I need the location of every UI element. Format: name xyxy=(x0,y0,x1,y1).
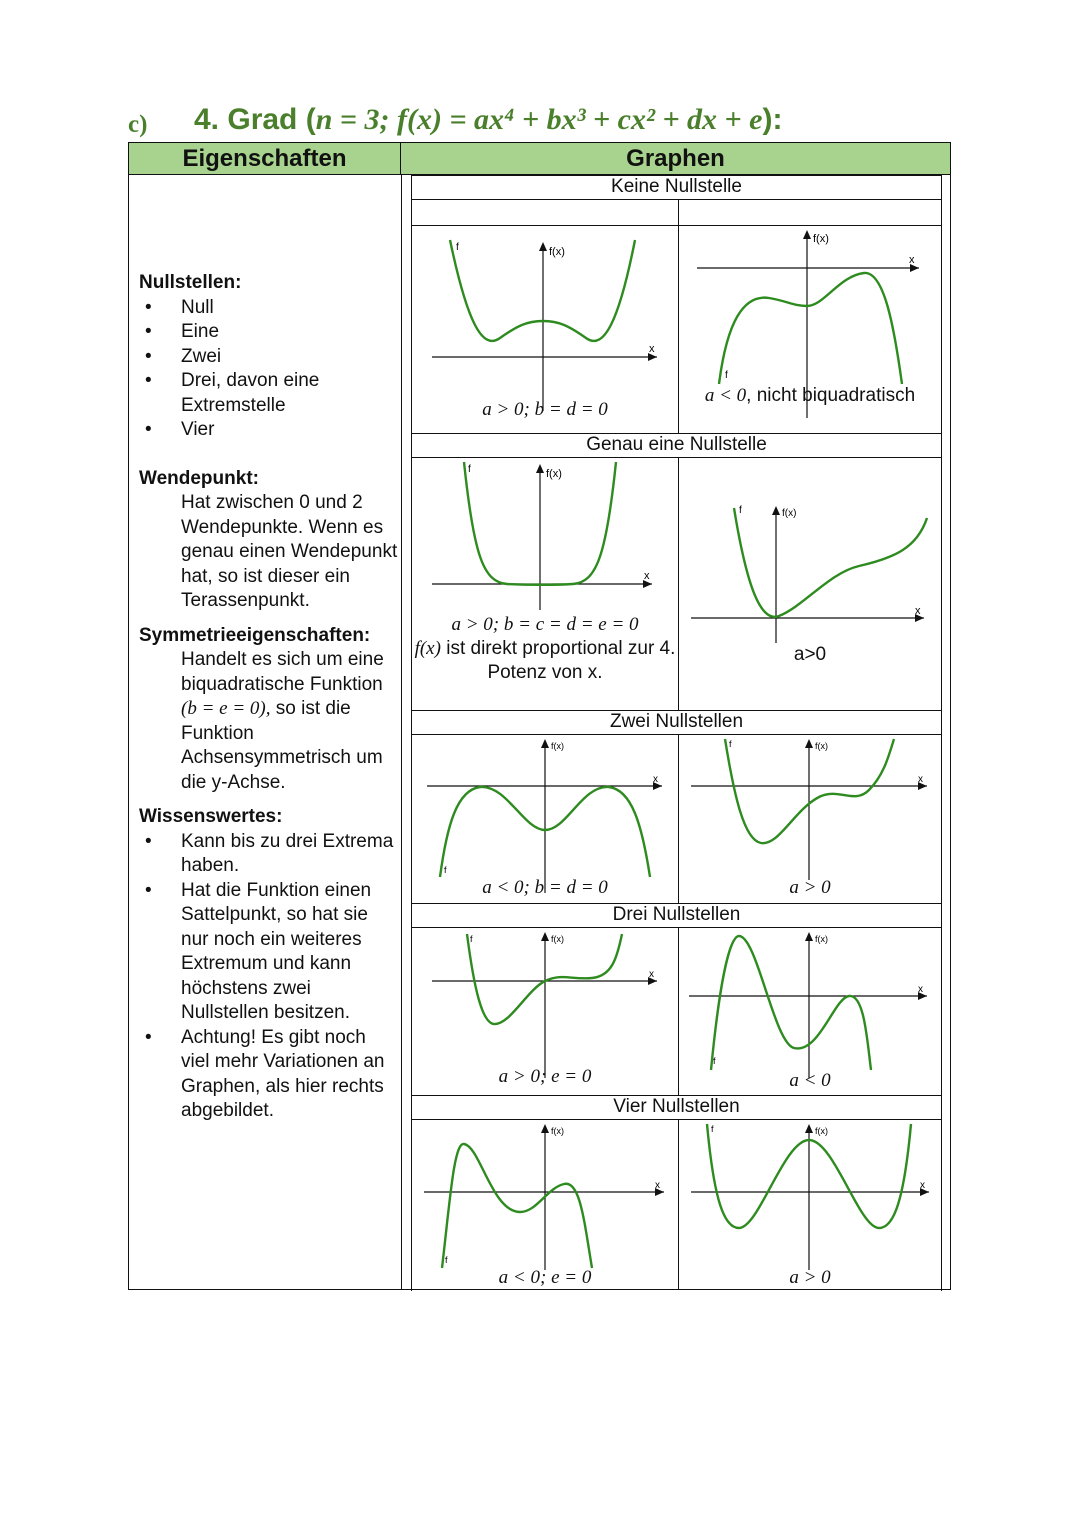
header-eigenschaften: Eigenschaften xyxy=(129,143,401,175)
graph-genau-eine-right xyxy=(679,458,941,710)
curve xyxy=(734,508,927,617)
wissenswertes-list xyxy=(139,830,399,1124)
graph-zwei-left xyxy=(412,735,679,903)
list-item: • Null xyxy=(139,296,399,321)
symmetrie-text: Handelt es sich um eine biquadratische Funktion (b = e = 0), so ist die Funktion Achsensymmetrisch um die y-Achse. xyxy=(181,649,384,793)
fx-label: f(x) xyxy=(551,741,564,751)
curve xyxy=(442,1144,592,1268)
x-label: x xyxy=(653,774,658,785)
fx-label: f(x) xyxy=(813,233,829,245)
x-label: x xyxy=(918,774,923,785)
x-label: x xyxy=(915,605,921,617)
column-divider xyxy=(401,174,402,1289)
section-zwei-nullstellen: Zwei Nullstellen xyxy=(412,710,941,735)
fx-label: f(x) xyxy=(815,1126,828,1136)
f-label: f xyxy=(456,242,459,253)
x-label: x xyxy=(918,984,923,995)
section-vier-nullstellen: Vier Nullstellen xyxy=(412,1095,941,1120)
fx-label: f(x) xyxy=(551,1126,564,1136)
section-label: c) xyxy=(128,111,148,138)
caption: a > 0; b = d = 0 xyxy=(482,399,608,420)
fx-label: f(x) xyxy=(815,934,828,944)
header-graphen: Graphen xyxy=(401,143,950,175)
caption: a > 0 xyxy=(789,877,831,898)
caption: a > 0; e = 0 xyxy=(498,1066,592,1087)
graph-vier-right xyxy=(679,1120,941,1289)
graphs-column xyxy=(411,175,942,1291)
x-label: x xyxy=(909,254,915,266)
f-label: f xyxy=(739,505,742,516)
x-label: x xyxy=(644,570,650,582)
caption: a > 0 xyxy=(789,1267,831,1288)
graph-genau-eine-left xyxy=(412,458,679,710)
f-label: f xyxy=(444,865,447,875)
graph-drei-right xyxy=(679,928,941,1096)
f-label: f xyxy=(468,464,471,475)
caption: a > 0; b = c = d = e = 0 f(x) ist direkt proportional zur 4. Potenz von x. xyxy=(414,614,676,683)
f-label: f xyxy=(711,1124,714,1134)
fx-label: f(x) xyxy=(546,468,562,480)
symmetrie-title: Symmetrieeigenschaften: xyxy=(139,624,371,646)
list-item: • Eine xyxy=(139,320,399,345)
list-item: • Vier xyxy=(139,418,399,443)
f-label: f xyxy=(445,1255,448,1265)
fx-label: f(x) xyxy=(551,934,564,944)
f-label: f xyxy=(725,370,728,381)
wendepunkt-text: Hat zwischen 0 und 2 Wendepunkte. Wenn es genau einen Wendepunkt hat, so ist dieser ein Terassenpunkt. xyxy=(181,492,398,611)
x-label: x xyxy=(655,1180,660,1191)
section-title: 4. Grad (n = 3; f(x) = ax⁴ + bx³ + cx² + dx + e): xyxy=(194,103,783,136)
x-label: x xyxy=(649,969,654,980)
section-keine-nullstelle: Keine Nullstelle xyxy=(412,175,941,200)
x-label: x xyxy=(920,1180,925,1191)
caption: a < 0 xyxy=(789,1070,831,1091)
curve xyxy=(711,936,871,1070)
f-label: f xyxy=(470,934,473,944)
properties-column xyxy=(139,271,399,1124)
nullstellen-list xyxy=(139,296,399,443)
f-label: f xyxy=(713,1056,716,1066)
caption: a < 0; e = 0 xyxy=(498,1267,592,1288)
section-drei-nullstellen: Drei Nullstellen xyxy=(412,903,941,928)
graph-drei-left xyxy=(412,928,679,1096)
list-item: • Hat die Funktion einen Sattelpunkt, so hat sie nur noch ein weiteres Extremum und kann höchstens zwei Nullstellen besitzen. xyxy=(139,879,399,1026)
list-item: • Achtung! Es gibt noch viel mehr Variationen an Graphen, als hier rechts abgebildet. xyxy=(139,1026,399,1124)
caption: a < 0; b = d = 0 xyxy=(482,877,608,898)
fx-label: f(x) xyxy=(815,741,828,751)
curve xyxy=(719,273,902,384)
wissenswertes-title: Wissenswertes: xyxy=(139,806,283,827)
wendepunkt-title: Wendepunkt: xyxy=(139,467,259,489)
x-label: x xyxy=(649,343,655,355)
summary-table xyxy=(128,142,951,1290)
graph-keine-nullstelle-left xyxy=(412,226,679,433)
nullstellen-title: Nullstellen: xyxy=(139,272,242,293)
graph-vier-left xyxy=(412,1120,679,1289)
graph-keine-nullstelle-right xyxy=(679,226,941,433)
caption: a < 0, nicht biquadratisch xyxy=(704,385,916,406)
section-heading xyxy=(128,103,958,143)
list-item: • Kann bis zu drei Extrema haben. xyxy=(139,830,399,879)
section-genau-eine-nullstelle: Genau eine Nullstelle xyxy=(412,433,941,458)
list-item: • Drei, davon eine Extremstelle xyxy=(139,369,399,418)
general-formula: n = 3; f(x) = ax⁴ + bx³ + cx² + dx + e xyxy=(315,103,763,136)
fx-label: f(x) xyxy=(549,246,565,258)
f-label: f xyxy=(729,739,732,749)
list-item: • Zwei xyxy=(139,345,399,370)
fx-label: f(x) xyxy=(782,508,797,519)
graph-zwei-right xyxy=(679,735,941,903)
caption: a>0 xyxy=(793,644,827,665)
